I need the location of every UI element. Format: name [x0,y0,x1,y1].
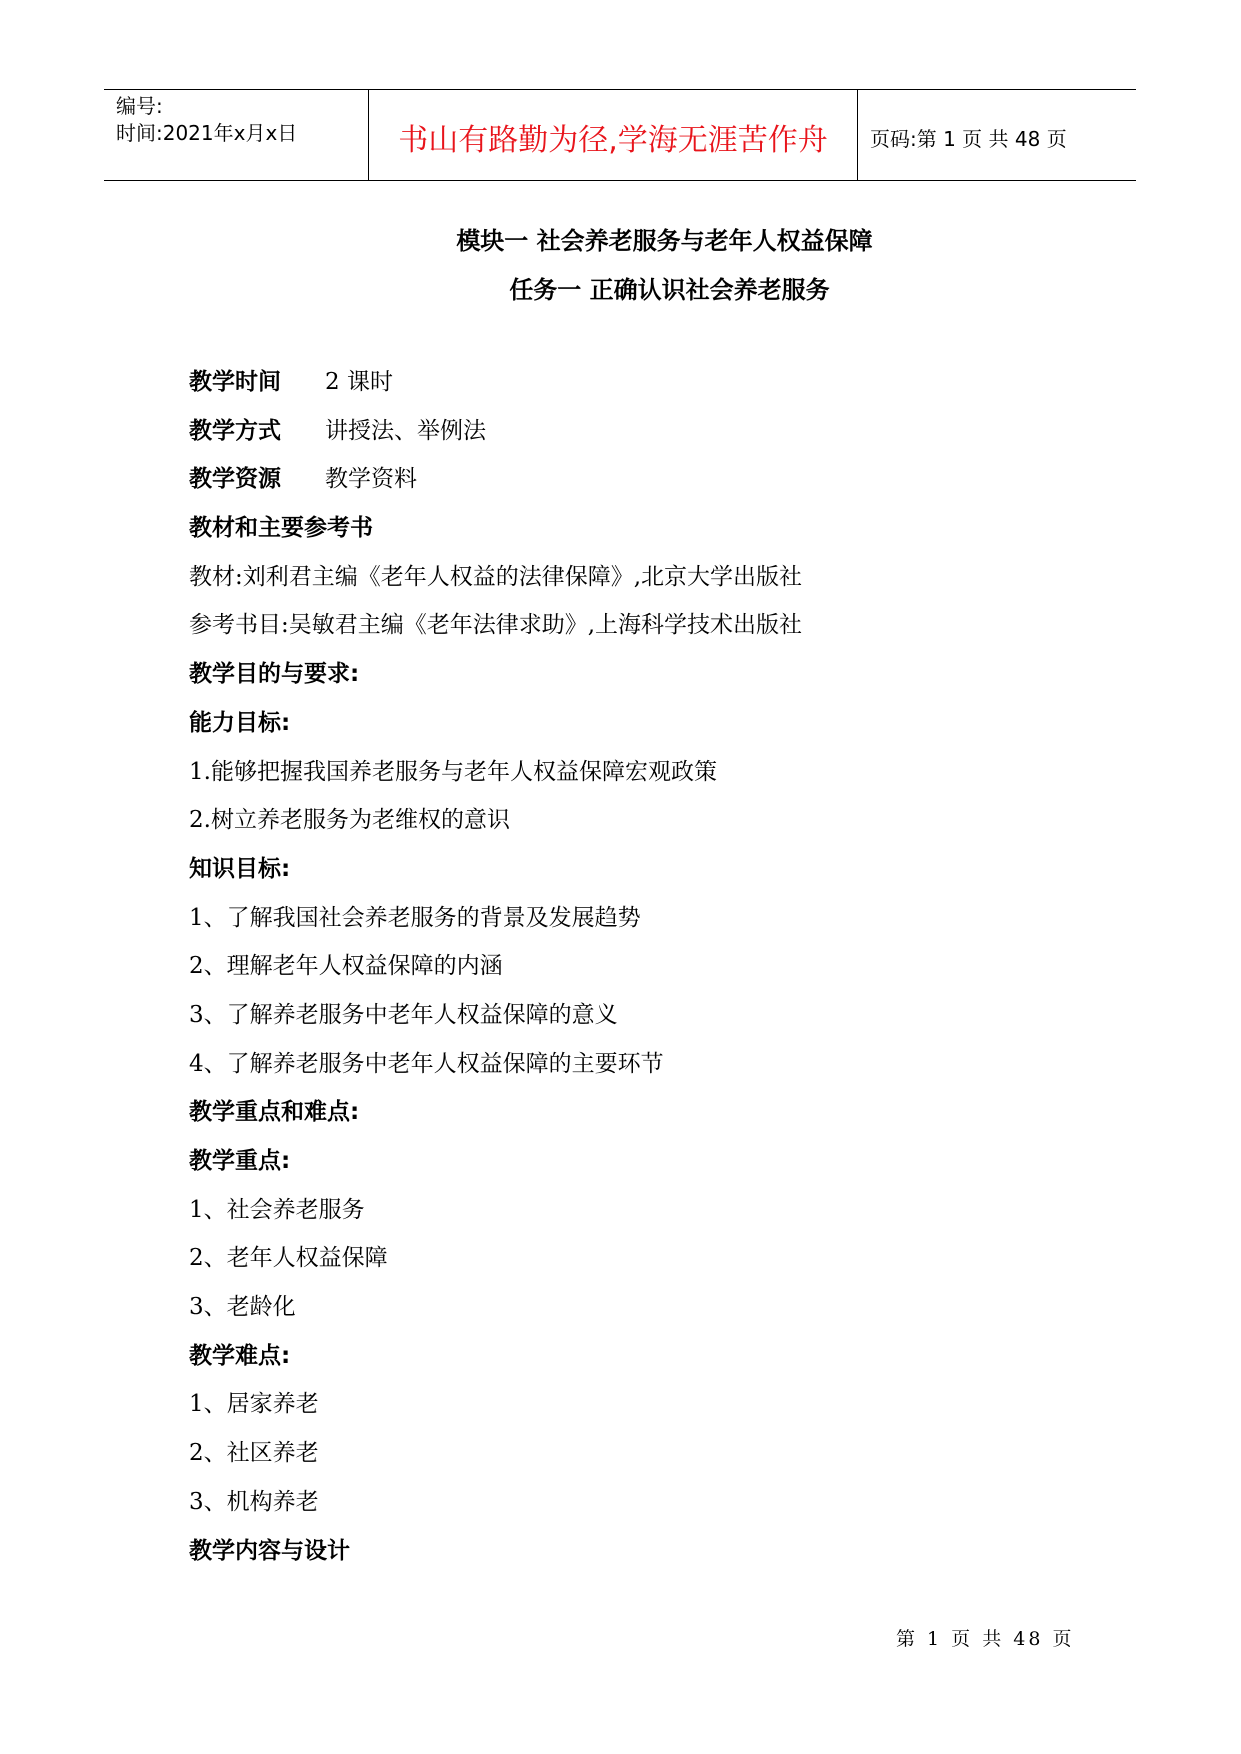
reference-line: 参考书目:吴敏君主编《老年法律求助》,上海科学技术出版社 [189,612,803,639]
list-item: 1、居家养老 [189,1391,319,1418]
list-item: 3、了解养老服务中老年人权益保障的意义 [189,1001,618,1028]
info-value: 2 课时 [325,369,393,395]
document-number-label: 编号: [116,94,163,118]
info-value: 讲授法、举例法 [325,417,486,444]
difficult-points-heading: 教学难点: [189,1342,291,1369]
document-body [189,362,1089,1579]
list-item: 2、社区养老 [189,1440,319,1467]
info-row-method [189,411,1089,460]
info-label: 教学方式 [189,417,281,444]
list-item: 2、理解老年人权益保障的内涵 [189,953,503,980]
list-item: 1、了解我国社会养老服务的背景及发展趋势 [189,904,641,931]
key-points-heading: 教学重点: [189,1148,291,1174]
textbook-line: 教材:刘利君主编《老年人权益的法律保障》,北京大学出版社 [189,563,803,590]
document-header [104,89,1136,181]
info-row-resource [189,459,1089,508]
list-item: 3、老龄化 [189,1294,296,1321]
header-page-info: 页码:第 1 页 共 48 页 [870,126,1067,151]
document-time-label: 时间:2021年x月x日 [116,121,298,145]
list-item: 3、机构养老 [189,1488,319,1515]
task-title: 任务一 正确认识社会养老服务 [509,276,830,304]
info-row-time [189,362,1089,411]
books-heading: 教材和主要参考书 [189,515,373,542]
goals-heading: 教学目的与要求: [189,661,360,688]
info-label: 教学时间 [189,369,281,395]
info-value: 教学资料 [325,466,417,493]
list-item: 2、老年人权益保障 [189,1245,388,1272]
module-title: 模块一 社会养老服务与老年人权益保障 [456,227,873,255]
header-left-cell [104,90,369,180]
list-item: 2.树立养老服务为老维权的意识 [189,807,510,834]
list-item: 1.能够把握我国养老服务与老年人权益保障宏观政策 [189,758,717,785]
points-heading: 教学重点和难点: [189,1099,360,1126]
ability-heading: 能力目标: [189,709,291,736]
knowledge-heading: 知识目标: [189,855,291,882]
list-item: 4、了解养老服务中老年人权益保障的主要环节 [189,1050,664,1077]
header-motto: 书山有路勤为径,学海无涯苦作舟 [369,90,858,180]
page-footer: 第 1 页 共 48 页 [896,1628,1075,1650]
list-item: 1、社会养老服务 [189,1196,365,1223]
info-label: 教学资源 [189,466,281,493]
content-heading: 教学内容与设计 [189,1537,350,1564]
